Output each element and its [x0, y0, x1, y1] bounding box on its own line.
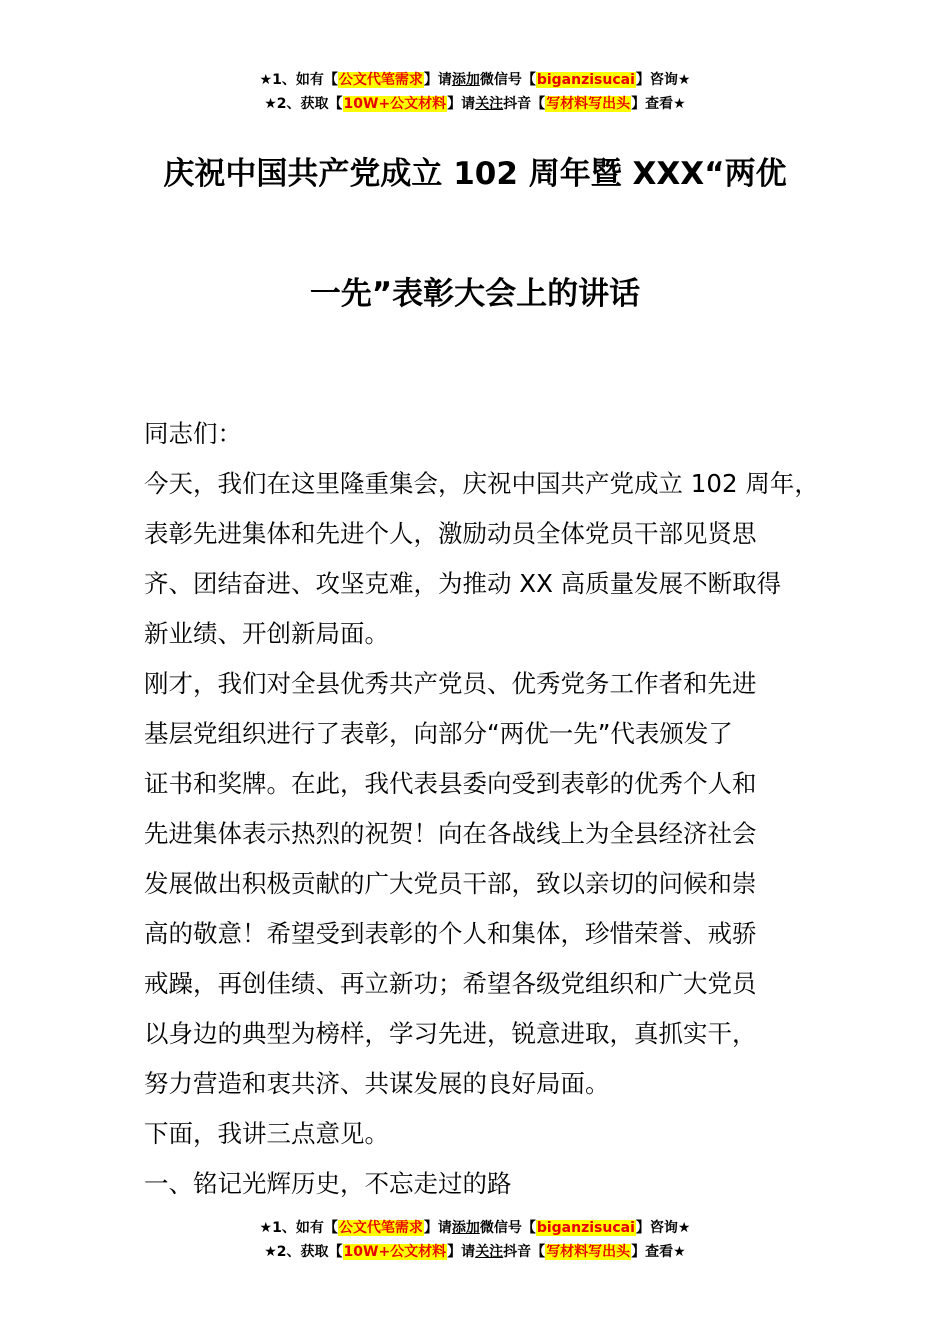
banner-emphasis: 关注: [475, 96, 504, 112]
banner-highlight: 10W+公文材料: [343, 1244, 447, 1260]
body-line: 下面，我讲三点意见。: [144, 1119, 389, 1148]
body-line: 新业绩、开创新局面。: [144, 619, 389, 648]
banner-text: ★1、如有【: [259, 1220, 338, 1236]
banner-text: ★2、获取【: [264, 1244, 343, 1260]
banner-text: 】查看★: [631, 1244, 686, 1260]
banner-emphasis: 添加: [451, 72, 480, 88]
banner-text: 】请: [423, 72, 452, 88]
body-line: 以身边的典型为榜样，学习先进，锐意进取，真抓实干，: [144, 1019, 757, 1048]
banner-line-1: [0, 68, 950, 92]
body-line: 刚才，我们对全县优秀共产党员、优秀党务工作者和先进: [144, 669, 757, 698]
banner-text: 】请: [423, 1220, 452, 1236]
body-line: 高的敬意！希望受到表彰的个人和集体，珍惜荣誉、戒骄: [144, 919, 757, 948]
footer-banner: [0, 1216, 950, 1264]
banner-text: 抖音【: [503, 96, 546, 112]
banner-highlight: 写材料写出头: [546, 96, 631, 112]
banner-highlight: 写材料写出头: [546, 1244, 631, 1260]
section-heading: 一、铭记光辉历史，不忘走过的路: [144, 1169, 512, 1198]
body-line: 证书和奖牌。在此，我代表县委向受到表彰的优秀个人和: [144, 769, 757, 798]
banner-line-2: [0, 92, 950, 116]
body-line: 先进集体表示热烈的祝贺！向在各战线上为全县经济社会: [144, 819, 757, 848]
banner-text: 】请: [447, 96, 476, 112]
body-line: 努力营造和衷共济、共谋发展的良好局面。: [144, 1069, 610, 1098]
banner-highlight: 公文代笔需求: [338, 72, 423, 88]
banner-text: ★1、如有【: [259, 72, 338, 88]
body-line: 今天，我们在这里隆重集会，庆祝中国共产党成立 102 周年，: [144, 469, 819, 498]
body-line: 同志们：: [144, 419, 242, 448]
banner-text: 微信号【: [479, 72, 536, 88]
banner-line-2: [0, 1240, 950, 1264]
banner-text: 】查看★: [631, 96, 686, 112]
body-line: 戒躁，再创佳绩、再立新功；希望各级党组织和广大党员: [144, 969, 757, 998]
banner-emphasis: 添加: [451, 1220, 480, 1236]
banner-text: ★2、获取【: [264, 96, 343, 112]
document-title-line-1: 庆祝中国共产党成立 102 周年暨 XXX“两优: [163, 156, 787, 192]
banner-highlight: biganzisucai: [536, 72, 635, 88]
banner-text: 】请: [447, 1244, 476, 1260]
banner-text: 抖音【: [503, 1244, 546, 1260]
banner-highlight: 公文代笔需求: [338, 1220, 423, 1236]
body-line: 基层党组织进行了表彰，向部分“两优一先”代表颁发了: [144, 719, 733, 748]
banner-text: 】咨询★: [635, 1220, 691, 1236]
banner-highlight: 10W+公文材料: [343, 96, 447, 112]
document-title-line-2: 一先”表彰大会上的讲话: [309, 276, 641, 312]
banner-line-1: [0, 1216, 950, 1240]
speech-body: [144, 409, 834, 1209]
banner-text: 微信号【: [479, 1220, 536, 1236]
body-line: 齐、团结奋进、攻坚克难，为推动 XX 高质量发展不断取得: [144, 569, 782, 598]
body-line: 表彰先进集体和先进个人，激励动员全体党员干部见贤思: [144, 519, 757, 548]
banner-highlight: biganzisucai: [536, 1220, 635, 1236]
banner-text: 】咨询★: [635, 72, 691, 88]
banner-emphasis: 关注: [475, 1244, 504, 1260]
header-banner: [0, 68, 950, 116]
body-line: 发展做出积极贡献的广大党员干部，致以亲切的问候和崇: [144, 869, 757, 898]
